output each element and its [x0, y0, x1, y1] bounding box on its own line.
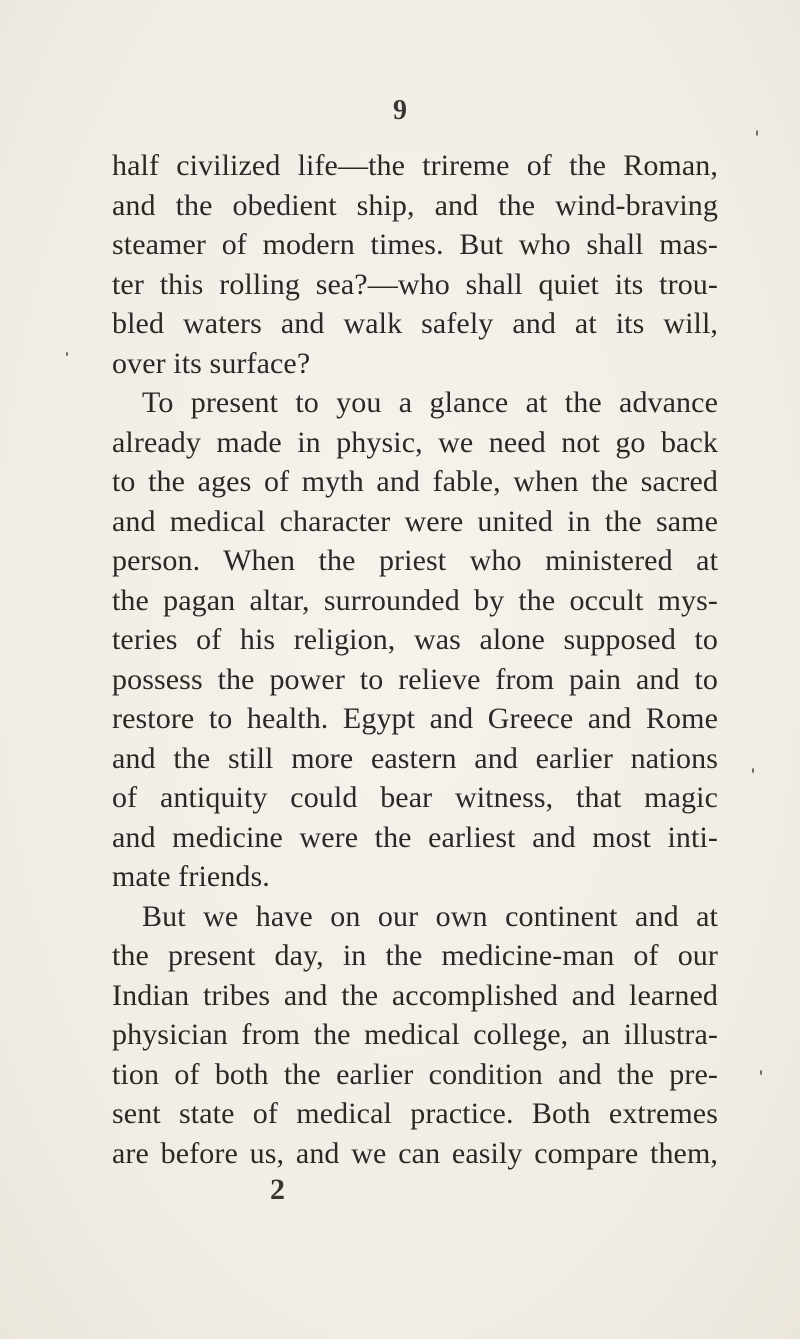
text-line: tion of both the earlier condition and the pre-: [112, 1057, 718, 1091]
text-line: To present to you a glance at the advance: [142, 386, 718, 419]
text-line: over its surface?: [112, 346, 311, 380]
text-line: half civilized life—the trireme of the Roman,: [112, 149, 718, 182]
text-line: and medical character were united in the same: [112, 504, 718, 538]
body-text: [112, 146, 718, 1173]
paper-speck: [752, 768, 754, 773]
text-line: possess the power to relieve from pain and to: [112, 662, 718, 696]
text-line: restore to health. Egypt and Greece and Rome: [112, 702, 718, 735]
paper-speck: [66, 352, 68, 356]
text-line: to the ages of myth and fable, when the sacred: [112, 465, 718, 498]
text-line: Indian tribes and the accomplished and learned: [112, 978, 718, 1012]
text-line: mate friends.: [112, 860, 270, 893]
signature-mark: 2: [270, 1173, 285, 1206]
text-line: bled waters and walk safely and at its will,: [112, 307, 718, 340]
text-line: are before us, and we can easily compare them,: [112, 1136, 718, 1170]
text-line: the present day, in the medicine-man of our: [112, 939, 718, 972]
text-line: teries of his religion, was alone supposed to: [112, 623, 718, 656]
text-line: of antiquity could bear witness, that magic: [112, 781, 718, 814]
paper-speck: [756, 130, 758, 136]
text-line: and the obedient ship, and the wind-braving: [112, 188, 718, 222]
text-line: But we have on our own continent and at: [142, 899, 718, 933]
text-line: person. When the priest who ministered at: [112, 544, 718, 577]
text-line: the pagan altar, surrounded by the occult mys-: [112, 583, 718, 617]
text-line: physician from the medical college, an illustra-: [112, 1018, 718, 1051]
text-line: sent state of medical practice. Both extremes: [112, 1097, 718, 1130]
text-line: and the still more eastern and earlier nations: [112, 741, 718, 775]
paper-speck: [760, 1070, 762, 1075]
text-line: ter this rolling sea?—who shall quiet its trou-: [112, 267, 718, 301]
page-number: 9: [393, 95, 407, 126]
text-line: steamer of modern times. But who shall mas-: [112, 228, 718, 261]
text-line: and medicine were the earliest and most inti-: [112, 820, 718, 854]
text-line: already made in physic, we need not go back: [112, 425, 718, 459]
